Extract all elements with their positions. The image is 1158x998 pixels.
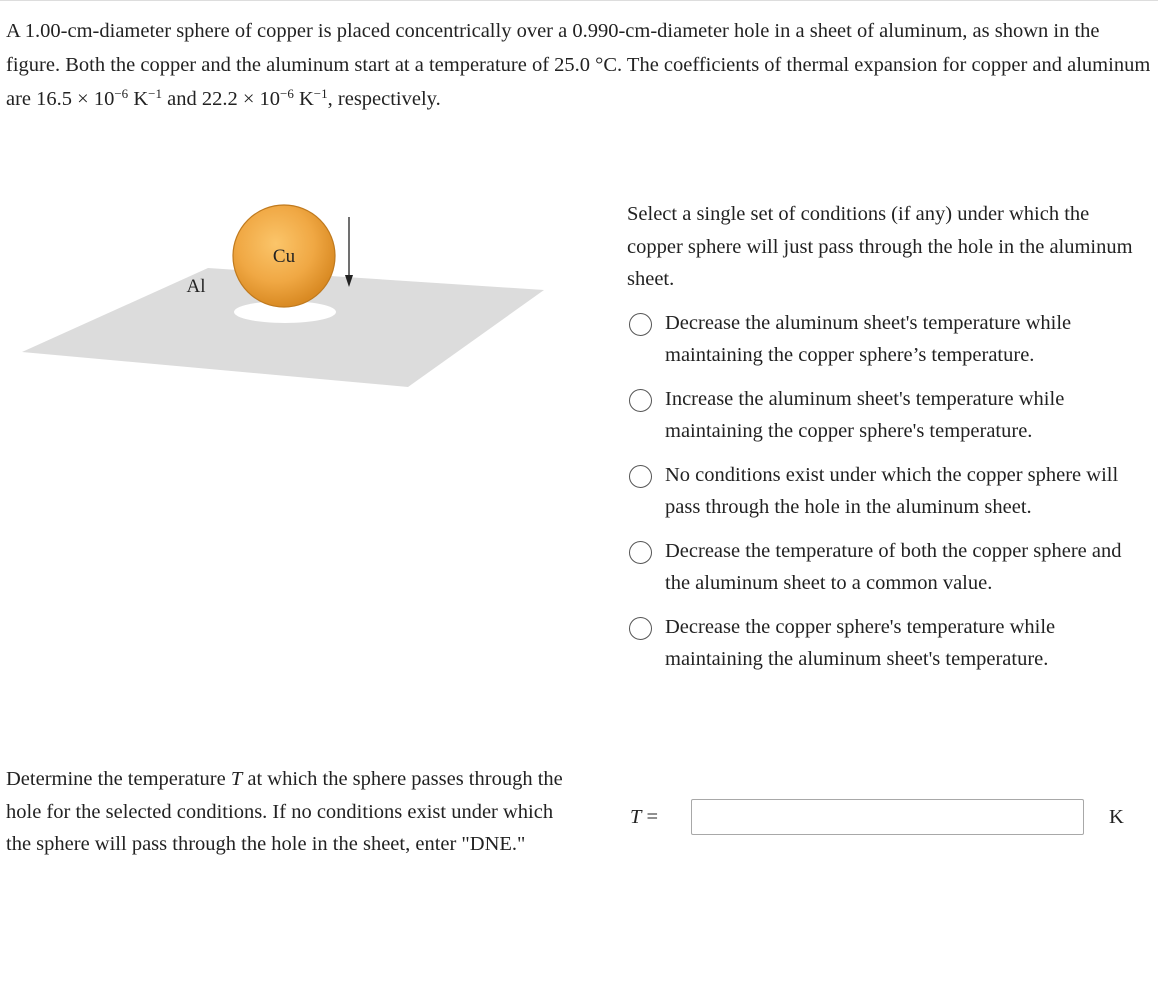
condition-options (629, 307, 1149, 687)
exponent-3: −6 (280, 85, 294, 101)
variable-t: T (230, 768, 243, 790)
question-prompt: Select a single set of conditions (if any) under which the copper sphere will just pass through the hole in the aluminum sheet. (627, 203, 1133, 290)
temperature-answer-input[interactable] (691, 799, 1084, 835)
sphere-over-hole-figure (20, 195, 560, 395)
intro-text-3: and 22.2 × 10 (161, 88, 281, 110)
radio-button[interactable] (629, 389, 652, 412)
intro-text-5: , respectively. (327, 88, 441, 110)
option-label: Decrease the aluminum sheet's temperature while maintaining the copper sphere’s temperature. (665, 312, 1072, 366)
intro-text-1: A 1.00-cm-diameter sphere of copper is placed concentrically over a 0.990-cm-diameter hole in a sheet of aluminum, as shown in the figure. Both the copper and the aluminum start at a temperature of 25.0 °C. The coefficients of thermal expansion for copper and aluminum are 16.5 × 10 (6, 20, 1151, 110)
answer-unit: K (1109, 806, 1124, 828)
exponent-2: −1 (148, 85, 162, 101)
option-decrease-aluminum[interactable] (629, 307, 1149, 371)
exponent-4: −1 (313, 85, 328, 101)
radio-button[interactable] (629, 617, 652, 640)
option-label: Decrease the temperature of both the copper sphere and the aluminum sheet to a common value. (665, 540, 1122, 594)
answer-label (630, 803, 658, 831)
answer-variable: T (630, 806, 642, 828)
exponent-1: −6 (114, 85, 129, 101)
option-label: Increase the aluminum sheet's temperature while maintaining the copper sphere's temperature. (665, 388, 1065, 442)
answer-prompt: Determine the temperature T at which the sphere passes through the hole for the selected conditions. If no conditions exist under which the sphere will pass through the hole in the sheet, enter "DNE." (6, 768, 563, 855)
sheet-label: Al (186, 276, 206, 297)
intro-text-2: K (128, 88, 149, 110)
radio-button[interactable] (629, 541, 652, 564)
top-divider (0, 0, 1158, 1)
option-no-conditions[interactable] (629, 459, 1149, 523)
option-increase-aluminum[interactable] (629, 383, 1149, 447)
option-decrease-copper[interactable] (629, 611, 1149, 675)
intro-text-4: K (293, 88, 314, 110)
sphere-label: Cu (272, 246, 296, 267)
answer-equals: = (641, 806, 659, 828)
option-label: No conditions exist under which the copper sphere will pass through the hole in the aluminum sheet. (665, 464, 1119, 518)
radio-button[interactable] (629, 313, 652, 336)
problem-statement (6, 14, 1156, 116)
option-decrease-both[interactable] (629, 535, 1149, 599)
radio-button[interactable] (629, 465, 652, 488)
option-label: Decrease the copper sphere's temperature while maintaining the aluminum sheet's temperature. (665, 616, 1056, 670)
